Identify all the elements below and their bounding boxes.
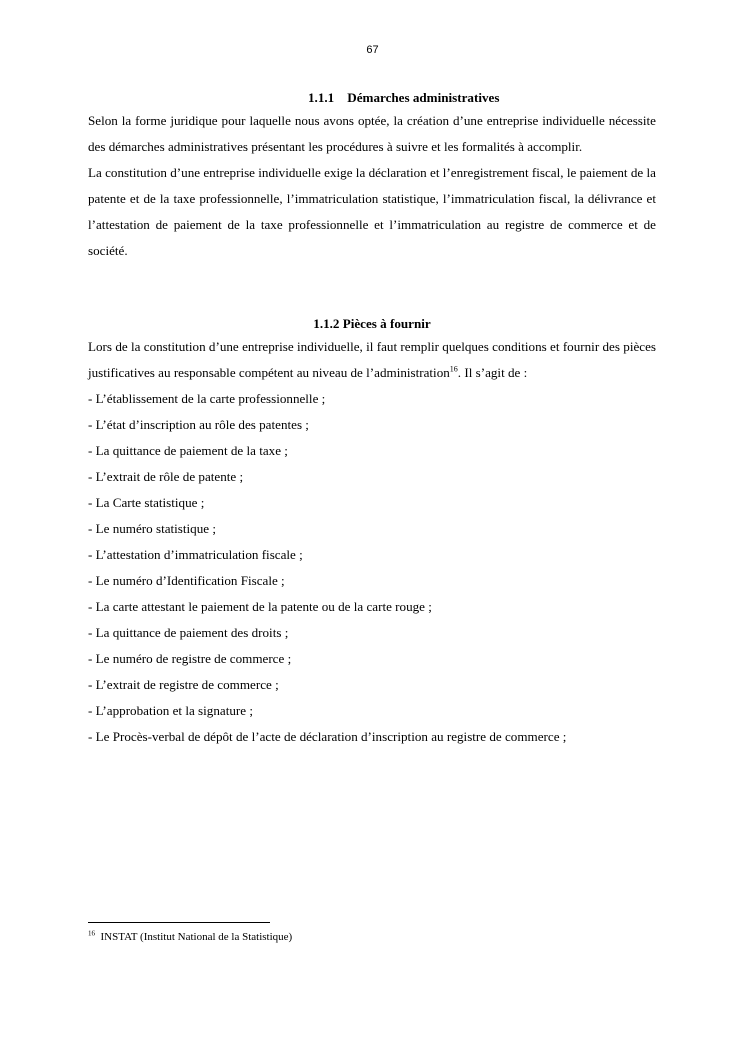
paragraph: Selon la forme juridique pour laquelle nous avons optée, la création d’une entreprise individuelle nécessite des démarches administratives présentant les procédures à suivre et les formalités à accomplir.: [88, 113, 656, 154]
section-heading-pieces: 1.1.2 Pièces à fournir: [313, 316, 431, 331]
footnote-reference[interactable]: 16: [449, 364, 458, 374]
list-item: - L’extrait de rôle de patente ;: [88, 469, 244, 484]
list-item: - Le numéro statistique ;: [88, 521, 216, 536]
footnote-separator: [88, 922, 270, 923]
intro-text: Lors de la constitution d’une entreprise individuelle, il faut remplir quelques conditions et fournir des pièces justificatives au responsable compétent au niveau de l’administration: [88, 339, 656, 380]
list-item: - La quittance de paiement des droits ;: [88, 625, 289, 640]
list-item: - L’approbation et la signature ;: [88, 703, 253, 718]
footnote: [88, 930, 292, 944]
list-item: - Le numéro de registre de commerce ;: [88, 651, 292, 666]
required-documents-list: [88, 386, 656, 750]
footnote-number: 16: [88, 929, 95, 938]
section-number: 1.1.1: [308, 90, 335, 105]
section-title: Démarches administratives: [347, 90, 500, 105]
list-item: - Le Procès-verbal de dépôt de l’acte de déclaration d’inscription au registre de commerce ;: [88, 729, 567, 744]
footnote-text: INSTAT (Institut National de la Statistique): [100, 931, 293, 943]
list-item: - L’extrait de registre de commerce ;: [88, 677, 279, 692]
intro-paragraph: [88, 334, 656, 386]
list-item: - L’établissement de la carte professionnelle ;: [88, 391, 326, 406]
list-item: - Le numéro d’Identification Fiscale ;: [88, 573, 285, 588]
page-number: 67: [366, 44, 379, 56]
list-item: - La quittance de paiement de la taxe ;: [88, 443, 288, 458]
list-item: - L’attestation d’immatriculation fiscale ;: [88, 547, 303, 562]
list-item: - La Carte statistique ;: [88, 495, 205, 510]
paragraph: La constitution d’une entreprise individuelle exige la déclaration et l’enregistrement fiscal, le paiement de la patente et de la taxe professionnelle, l’immatriculation statistique, l’immatriculation fiscal, la délivrance et l’attestation de paiement de la taxe professionnelle et l’immatriculation au registre de commerce et de société.: [88, 165, 656, 258]
section-heading-demarches: [88, 88, 656, 108]
page-body: [88, 88, 656, 750]
list-item: - L’état d’inscription au rôle des patentes ;: [88, 417, 309, 432]
intro-text-end: . Il s’agit de :: [457, 365, 528, 380]
list-item: - La carte attestant le paiement de la patente ou de la carte rouge ;: [88, 599, 432, 614]
